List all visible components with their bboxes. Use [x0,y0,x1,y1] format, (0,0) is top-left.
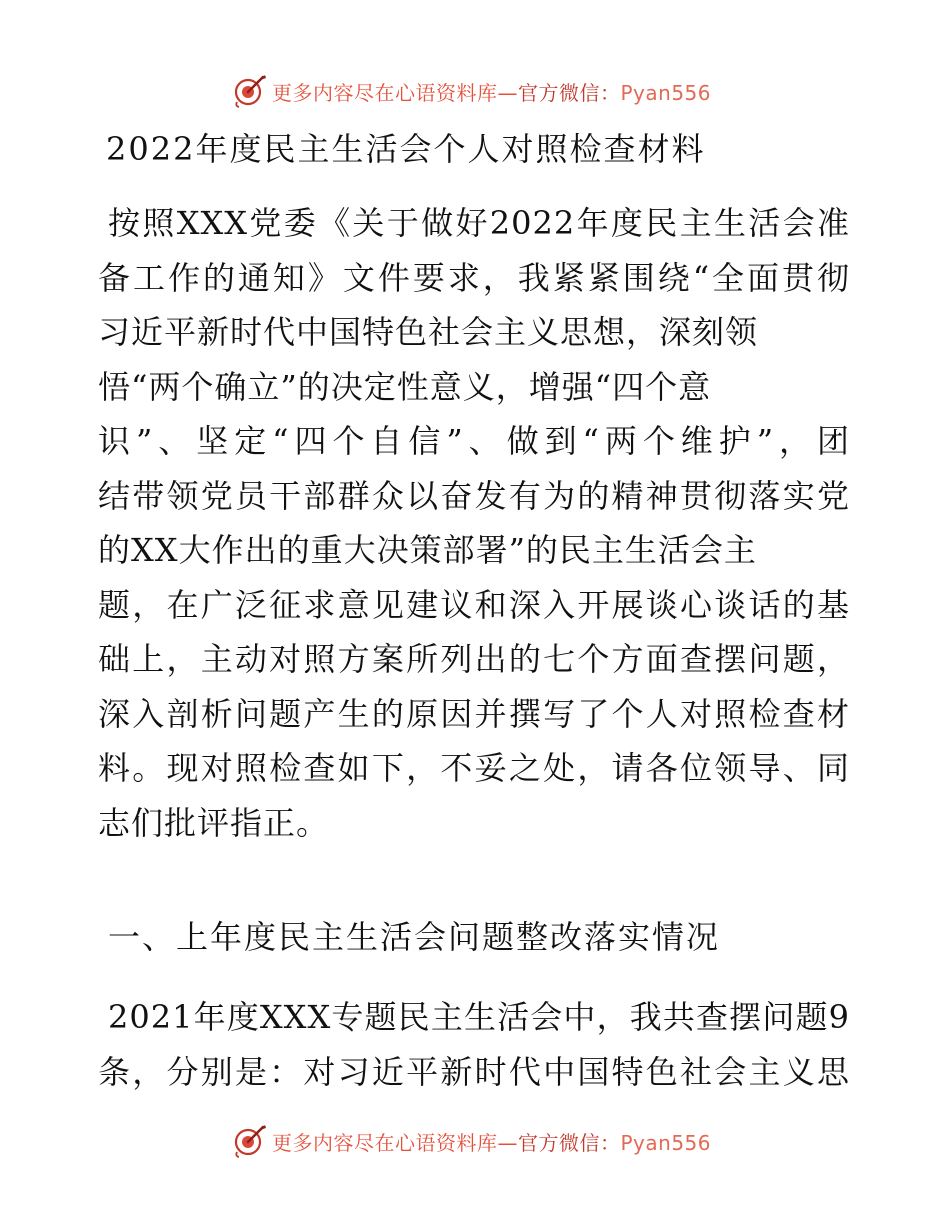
intro-line: 结带领党员干部群众以奋发有为的精神贯彻落实党 [98,476,850,515]
intro-line: 料。现对照检查如下，不妥之处，请各位领导、同 [98,749,850,787]
watermark-text [272,1127,711,1156]
section-1-paragraph [98,990,850,1099]
header-watermark [0,72,950,112]
intro-line: 的XX大作出的重大决策部署”的民主生活会主 [98,531,757,569]
watermark-label: 官方微信 [518,81,600,105]
rose-pen-logo-icon [233,1124,267,1158]
watermark-handle: Pyan556 [620,81,712,105]
footer-watermark [0,1122,950,1162]
intro-line: 悟“两个确立”的决定性意义，增强“四个意 [98,367,712,406]
document-title: 2022年度民主生活会个人对照检查材料 [106,130,706,168]
intro-line: 备工作的通知》文件要求，我紧紧围绕“全面贯彻 [98,258,850,297]
intro-line: 深入剖析问题产生的原因并撰写了个人对照检查材 [98,694,850,733]
intro-line: 按照XXX党委《关于做好2022年度民主生活会准 [108,204,850,242]
intro-line: 础上，主动对照方案所列出的七个方面查摆问题， [98,640,850,678]
section-1-line: 2021年度XXX专题民主生活会中，我共查摆问题9 [108,998,850,1036]
watermark-slogan: 更多内容尽在心语资料库 [272,1131,498,1155]
intro-line: 志们批评指正。 [98,803,330,842]
section-heading: 一、上年度民主生活会问题整改落实情况 [108,918,721,956]
intro-paragraph [98,196,850,850]
watermark-separator: — [497,81,518,105]
watermark-colon: ： [600,81,621,105]
intro-line: 识”、坚定“四个自信”、做到“两个维护”，团 [98,422,850,460]
intro-line: 习近平新时代中国特色社会主义思想，深刻领 [98,313,759,351]
watermark-label: 官方微信 [518,1131,600,1155]
watermark-colon: ： [600,1131,621,1155]
intro-line: 题，在广泛征求意见建议和深入开展谈心谈话的基 [98,585,850,624]
rose-pen-logo-icon [233,74,267,108]
watermark-text [272,77,711,106]
watermark-handle: Pyan556 [620,1131,712,1155]
watermark-separator: — [497,1131,518,1155]
section-1-line: 条，分别是：对习近平新时代中国特色社会主义思 [98,1052,850,1091]
watermark-slogan: 更多内容尽在心语资料库 [272,81,498,105]
